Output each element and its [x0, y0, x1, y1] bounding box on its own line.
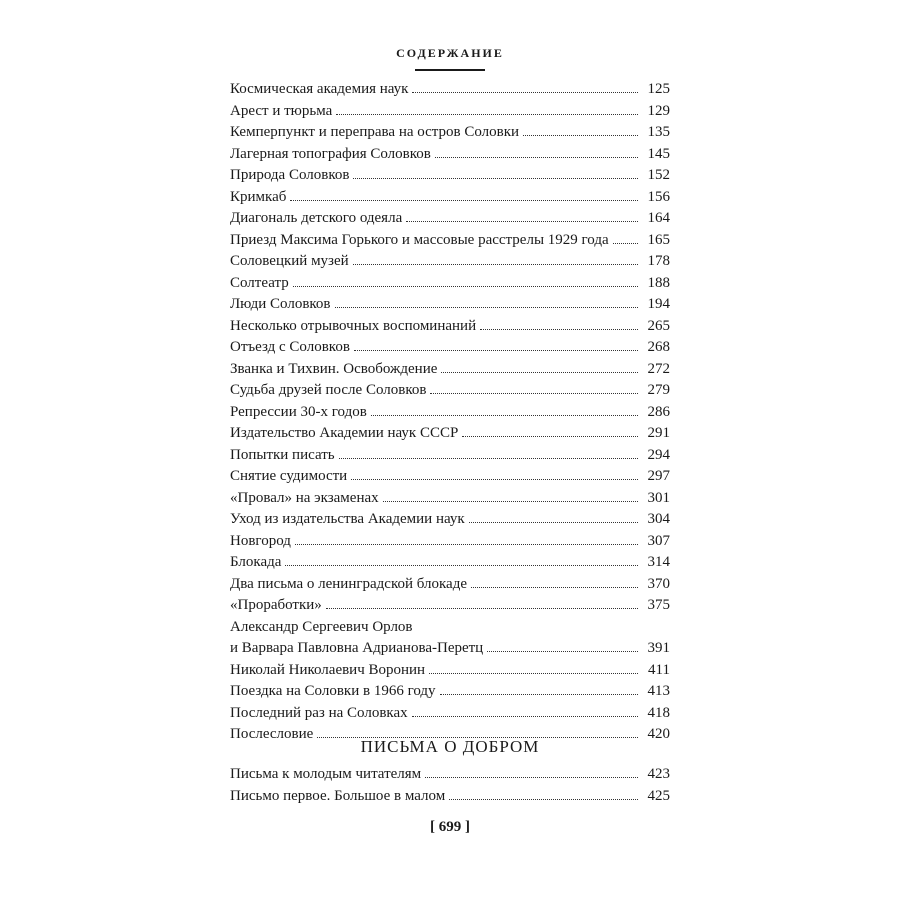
- toc-entry-title: Диагональ детского одеяла: [230, 210, 403, 226]
- toc-entry: [230, 122, 670, 144]
- toc-entry-page: 194: [647, 296, 670, 312]
- toc-entry-title: Несколько отрывочных воспоминаний: [230, 317, 477, 334]
- toc-entry: [230, 230, 670, 252]
- toc-entry-title: Новгород: [230, 532, 291, 549]
- toc-entry: [230, 359, 670, 381]
- toc-entry: [230, 531, 670, 553]
- dot-leader: [441, 372, 638, 373]
- dot-leader: [430, 393, 638, 394]
- dot-leader: [440, 694, 638, 695]
- running-header: [0, 46, 900, 71]
- toc-entry-title: Николай Николаевич Воронин: [230, 661, 426, 678]
- table-of-contents: [230, 79, 670, 746]
- toc-entry-title: Отъезд с Соловков: [230, 339, 350, 355]
- toc-entry-title: Издательство Академии наук СССР: [230, 425, 459, 441]
- toc-entry-page: 129: [647, 102, 670, 119]
- dot-leader: [336, 114, 638, 115]
- toc-entry: [230, 402, 670, 424]
- dot-leader: [469, 522, 638, 523]
- toc-entry: [230, 574, 670, 596]
- toc-entry: [230, 208, 670, 230]
- toc-entry-title: и Варвара Павловна Адрианова-Перетц: [230, 640, 484, 656]
- toc-entry: [230, 79, 670, 101]
- dot-leader: [351, 479, 638, 480]
- toc-entry-page: 156: [647, 188, 670, 205]
- toc-entry-title: Письма к молодым читателям: [230, 766, 422, 782]
- toc-entry-title: Природа Соловков: [230, 167, 350, 183]
- dot-leader: [406, 221, 638, 222]
- toc-entry-page: 297: [647, 468, 670, 484]
- dot-leader: [412, 92, 638, 93]
- toc-entry-page: 314: [647, 554, 670, 570]
- toc-entry-page: 272: [647, 360, 670, 377]
- toc-entry: [230, 165, 670, 187]
- toc-entry-title: Два письма о ленинградской блокаде: [230, 575, 468, 592]
- toc-entry-title: Приезд Максима Горького и массовые расстрелы 1929 года: [230, 231, 609, 248]
- toc-entry-title-line1: Александр Сергеевич Орлов: [230, 618, 413, 635]
- toc-entry: [230, 337, 670, 359]
- toc-entry-page: 418: [647, 704, 670, 721]
- dot-leader: [435, 157, 638, 158]
- toc-entry-page: 425: [647, 787, 670, 804]
- table-of-contents-section-2: [230, 764, 670, 807]
- toc-entry: [230, 660, 670, 682]
- toc-entry-title: Космическая академия наук: [230, 81, 409, 97]
- dot-leader: [412, 716, 638, 717]
- toc-entry-page: 152: [647, 167, 670, 183]
- toc-entry: [230, 552, 670, 574]
- toc-entry-title: Репрессии 30-х годов: [230, 403, 367, 420]
- toc-entry: [230, 273, 670, 295]
- toc-entry-page: 265: [647, 317, 670, 334]
- toc-entry: [230, 638, 670, 660]
- dot-leader: [471, 587, 638, 588]
- toc-entry-page: 294: [647, 446, 670, 463]
- toc-entry-multiline: [230, 617, 670, 660]
- section-title: ПИСЬМА О ДОБРОМ: [360, 737, 540, 756]
- toc-entry-page: 291: [647, 425, 670, 441]
- dot-leader: [371, 415, 638, 416]
- toc-entry: [230, 423, 670, 445]
- dot-leader: [293, 286, 638, 287]
- toc-entry-page: 165: [647, 231, 670, 248]
- page-number: [ 699 ]: [430, 819, 470, 835]
- toc-entry-title: Последний раз на Соловках: [230, 704, 408, 721]
- toc-entry-page: 188: [647, 274, 670, 291]
- dot-leader: [429, 673, 638, 674]
- toc-entry-title: Послесловие: [230, 726, 314, 742]
- dot-leader: [326, 608, 638, 609]
- toc-entry-page: 423: [647, 766, 670, 782]
- toc-entry-page: 268: [647, 339, 670, 355]
- toc-entry-title: Кримкаб: [230, 188, 287, 205]
- toc-entry-title: Арест и тюрьма: [230, 102, 333, 119]
- toc-entry: [230, 101, 670, 123]
- dot-leader: [613, 243, 638, 244]
- toc-entry-page: 145: [647, 145, 670, 162]
- toc-entry-page: 307: [647, 532, 670, 549]
- dot-leader: [285, 565, 638, 566]
- toc-entry: [230, 488, 670, 510]
- toc-entry: [230, 509, 670, 531]
- toc-entry-title: Люди Соловков: [230, 296, 331, 312]
- dot-leader: [449, 799, 638, 800]
- toc-entry: [230, 786, 670, 808]
- dot-leader: [353, 178, 638, 179]
- toc-entry-title: Поездка на Соловки в 1966 году: [230, 683, 436, 699]
- dot-leader: [425, 777, 638, 778]
- toc-entry-page: 286: [647, 403, 670, 420]
- toc-entry-title: Письмо первое. Большое в малом: [230, 787, 446, 804]
- toc-entry-title: Званка и Тихвин. Освобождение: [230, 360, 438, 377]
- toc-entry: [230, 187, 670, 209]
- toc-entry: [230, 595, 670, 617]
- toc-entry-title: Солтеатр: [230, 274, 289, 291]
- toc-entry-page: 279: [647, 382, 670, 398]
- dot-leader: [383, 501, 638, 502]
- toc-entry-title: Лагерная топография Соловков: [230, 145, 431, 162]
- toc-entry-page: 304: [647, 511, 670, 527]
- toc-entry: [230, 764, 670, 786]
- toc-entry-title: Соловецкий музей: [230, 253, 349, 269]
- toc-entry: [230, 251, 670, 273]
- toc-entry: [230, 466, 670, 488]
- toc-entry: [230, 703, 670, 725]
- toc-entry-page: 411: [648, 661, 670, 678]
- toc-entry: [230, 316, 670, 338]
- toc-entry-page: 391: [647, 640, 670, 656]
- toc-entry: [230, 294, 670, 316]
- toc-entry: [230, 681, 670, 703]
- toc-entry-page: 420: [647, 726, 670, 742]
- toc-entry-page: 375: [647, 597, 670, 613]
- toc-entry-title: Кемперпункт и переправа на остров Соловки: [230, 124, 520, 140]
- toc-entry-title: Снятие судимости: [230, 468, 348, 484]
- dot-leader: [354, 350, 638, 351]
- dot-leader: [462, 436, 638, 437]
- toc-entry-page: 164: [647, 210, 670, 226]
- header-rule: [415, 69, 485, 71]
- toc-entry-page: 413: [647, 683, 670, 699]
- toc-entry: [230, 144, 670, 166]
- toc-entry-page: 125: [647, 81, 670, 97]
- toc-entry-page: 135: [647, 124, 670, 140]
- toc-entry-title: «Проработки»: [230, 597, 322, 613]
- dot-leader: [480, 329, 638, 330]
- dot-leader: [335, 307, 638, 308]
- toc-entry-title: Уход из издательства Академии наук: [230, 511, 465, 527]
- toc-entry-title: Судьба друзей после Соловков: [230, 382, 427, 398]
- toc-entry: [230, 380, 670, 402]
- toc-entry-title: Попытки писать: [230, 446, 335, 463]
- dot-leader: [290, 200, 638, 201]
- dot-leader: [487, 651, 638, 652]
- toc-entry-page: 178: [647, 253, 670, 269]
- running-header-title: СОДЕРЖАНИЕ: [396, 46, 504, 60]
- toc-entry-title: «Провал» на экзаменах: [230, 489, 379, 506]
- dot-leader: [523, 135, 638, 136]
- dot-leader: [295, 544, 638, 545]
- toc-entry: [230, 445, 670, 467]
- dot-leader: [339, 458, 638, 459]
- toc-entry-title: Блокада: [230, 554, 282, 570]
- toc-entry-page: 370: [647, 575, 670, 592]
- toc-entry-page: 301: [647, 489, 670, 506]
- dot-leader: [353, 264, 638, 265]
